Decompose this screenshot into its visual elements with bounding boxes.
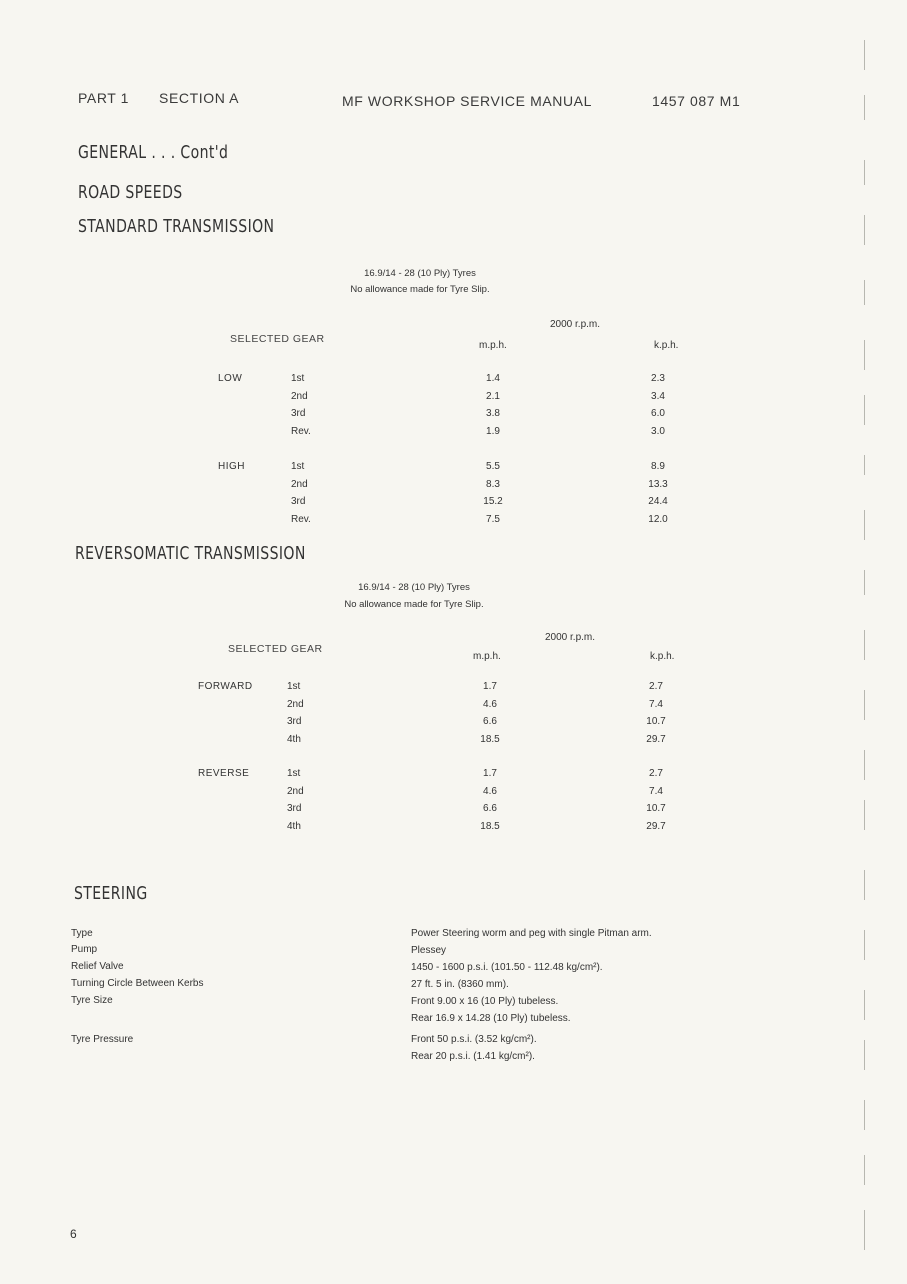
gear-cell: 4th [287, 733, 301, 745]
header-manual-title: MF WORKSHOP SERVICE MANUAL [342, 93, 593, 109]
kph-cell: 6.0 [651, 408, 665, 419]
kph-cell: 2.7 [649, 681, 663, 692]
scan-edge-mark [864, 395, 865, 425]
scan-edge-mark [864, 280, 865, 305]
scan-edge-mark [864, 1210, 865, 1250]
gear-cell: 2nd [287, 785, 304, 797]
steering-spec-value: Plessey [411, 945, 447, 956]
header-section: SECTION A [159, 90, 240, 106]
kph-cell: 13.3 [648, 478, 668, 490]
scan-edge-mark [864, 630, 865, 660]
steering-spec-label: Turning Circle Between Kerbs [71, 978, 204, 989]
scan-edge-mark [864, 690, 865, 720]
mph-cell: 1.7 [483, 681, 497, 692]
kph-cell: 29.7 [646, 733, 666, 745]
steering-spec-label: Tyre Size [71, 995, 113, 1006]
standard-rpm-header: 2000 r.p.m. [550, 319, 601, 330]
gear-cell: 3rd [287, 716, 302, 727]
mph-cell: 1.4 [486, 373, 500, 384]
reversomatic-selected-gear-header: SELECTED GEAR [228, 643, 323, 655]
gear-group-label: FORWARD [198, 681, 253, 692]
gear-cell: 3rd [291, 408, 306, 419]
mph-cell: 6.6 [483, 716, 497, 727]
kph-cell: 29.7 [646, 820, 666, 832]
gear-cell: Rev. [291, 513, 311, 525]
heading-steering: STEERING [74, 883, 148, 904]
steering-spec-label: Pump [71, 944, 98, 955]
gear-group-label: HIGH [218, 461, 245, 472]
mph-cell: 18.5 [480, 733, 500, 745]
mph-cell: 4.6 [483, 785, 497, 797]
page-number: 6 [70, 1227, 77, 1241]
scan-edge-mark [864, 510, 865, 540]
mph-cell: 1.7 [483, 768, 497, 779]
mph-cell: 1.9 [486, 425, 500, 437]
steering-spec-value: Power Steering worm and peg with single Pitman arm. [411, 928, 652, 939]
scan-edge-mark [864, 1155, 865, 1185]
kph-cell: 3.4 [651, 390, 665, 402]
standard-selected-gear-header: SELECTED GEAR [230, 333, 325, 345]
scan-edge-mark [864, 340, 865, 370]
kph-cell: 3.0 [651, 425, 665, 437]
scan-edge-mark [864, 455, 865, 475]
steering-spec-value: Front 9.00 x 16 (10 Ply) tubeless. [411, 996, 559, 1007]
header-part: PART 1 [78, 90, 130, 106]
gear-cell: 2nd [291, 478, 308, 490]
reversomatic-mph-header: m.p.h. [473, 651, 501, 662]
gear-cell: 2nd [287, 698, 304, 710]
kph-cell: 10.7 [646, 803, 666, 814]
reversomatic-rpm-header: 2000 r.p.m. [545, 632, 596, 643]
mph-cell: 5.5 [486, 461, 500, 472]
kph-cell: 12.0 [648, 513, 668, 525]
scan-edge-mark [864, 1040, 865, 1070]
gear-cell: 3rd [287, 803, 302, 814]
gear-cell: Rev. [291, 425, 311, 437]
header-manual-code: 1457 087 M1 [652, 93, 741, 109]
scan-edge-mark [864, 870, 865, 900]
scan-edge-mark [864, 930, 865, 960]
gear-cell: 2nd [291, 390, 308, 402]
steering-spec-label: Tyre Pressure [71, 1034, 134, 1045]
scan-edge-mark [864, 40, 865, 70]
gear-cell: 1st [291, 461, 305, 472]
steering-spec-value: Rear 16.9 x 14.28 (10 Ply) tubeless. [411, 1013, 571, 1024]
mph-cell: 7.5 [486, 513, 500, 525]
gear-cell: 1st [291, 373, 305, 384]
kph-cell: 8.9 [651, 461, 665, 472]
standard-kph-header: k.p.h. [654, 340, 679, 351]
kph-cell: 10.7 [646, 716, 666, 727]
scan-edge-mark [864, 990, 865, 1020]
heading-road-speeds: ROAD SPEEDS [78, 182, 183, 203]
steering-spec-label: Type [71, 928, 93, 939]
scan-edge-mark [864, 160, 865, 185]
standard-mph-header: m.p.h. [479, 340, 507, 351]
kph-cell: 7.4 [649, 698, 663, 710]
scan-edge-mark [864, 750, 865, 780]
gear-cell: 1st [287, 768, 301, 779]
kph-cell: 7.4 [649, 785, 663, 797]
gear-cell: 3rd [291, 496, 306, 507]
gear-group-label: LOW [218, 373, 243, 384]
mph-cell: 15.2 [483, 496, 503, 507]
mph-cell: 2.1 [486, 390, 500, 402]
mph-cell: 4.6 [483, 698, 497, 710]
kph-cell: 24.4 [648, 496, 668, 507]
kph-cell: 2.7 [649, 768, 663, 779]
steering-spec-label: Relief Valve [71, 961, 124, 972]
heading-standard-transmission: STANDARD TRANSMISSION [78, 216, 275, 237]
standard-tyres-note: 16.9/14 - 28 (10 Ply) Tyres [364, 268, 476, 279]
mph-cell: 3.8 [486, 408, 500, 419]
gear-group-label: REVERSE [198, 768, 250, 779]
mph-cell: 18.5 [480, 820, 500, 832]
reversomatic-kph-header: k.p.h. [650, 651, 675, 662]
scan-edge-mark [864, 570, 865, 595]
standard-slip-note: No allowance made for Tyre Slip. [350, 284, 490, 295]
steering-spec-value: 27 ft. 5 in. (8360 mm). [411, 979, 509, 990]
scan-edge-mark [864, 800, 865, 830]
mph-cell: 6.6 [483, 803, 497, 814]
mph-cell: 8.3 [486, 478, 500, 490]
steering-spec-value: 1450 - 1600 p.s.i. (101.50 - 112.48 kg/cm²). [411, 962, 603, 973]
kph-cell: 2.3 [651, 373, 665, 384]
steering-spec-value: Front 50 p.s.i. (3.52 kg/cm²). [411, 1034, 537, 1045]
scan-edge-mark [864, 95, 865, 120]
gear-cell: 4th [287, 820, 301, 832]
reversomatic-slip-note: No allowance made for Tyre Slip. [344, 599, 484, 610]
scan-edge-mark [864, 215, 865, 245]
steering-spec-value: Rear 20 p.s.i. (1.41 kg/cm²). [411, 1051, 535, 1062]
heading-general: GENERAL . . . Cont'd [78, 142, 229, 163]
reversomatic-tyres-note: 16.9/14 - 28 (10 Ply) Tyres [358, 582, 470, 593]
scan-edge-mark [864, 1100, 865, 1130]
heading-reversomatic-transmission: REVERSOMATIC TRANSMISSION [75, 543, 306, 564]
gear-cell: 1st [287, 681, 301, 692]
